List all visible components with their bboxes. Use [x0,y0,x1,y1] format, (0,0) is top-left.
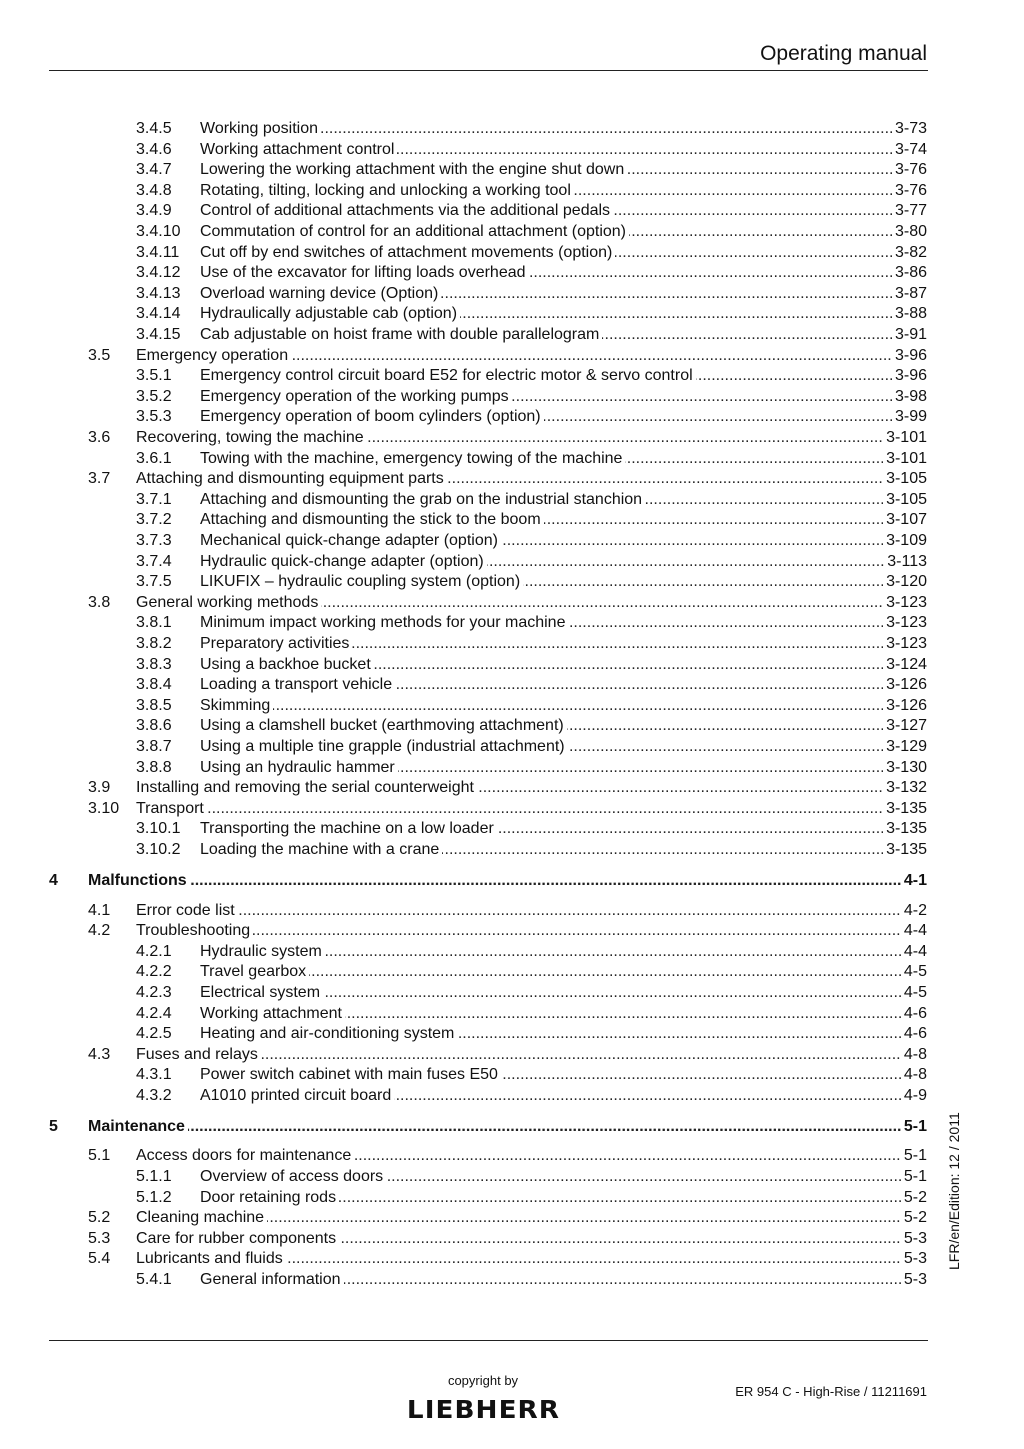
toc-entry[interactable] [0,1146,1024,1166]
toc-entry[interactable] [0,407,1024,427]
toc-entry-number: 3.5.1 [136,367,172,385]
toc-entry-title: Emergency operation of boom cylinders (option) [200,408,544,425]
toc-entry-leader [136,593,927,613]
toc-entry-leader [136,428,927,448]
toc-entry-number: 3.4.10 [136,223,181,240]
toc-entry-leader [136,1146,927,1166]
toc-entry-number: 5.1.1 [136,1168,172,1185]
toc-entry[interactable] [0,1024,1024,1044]
toc-entry-page: 5-3 [901,1270,927,1290]
toc-entry[interactable] [0,222,1024,242]
copyright-label: copyright by [447,1373,519,1388]
toc-entry-title: General information [200,1271,344,1288]
toc-entry-number: 5.3 [88,1229,111,1247]
toc-entry-page: 4-6 [901,1004,927,1024]
toc-entry-page: 3-101 [883,449,927,469]
toc-entry-title: Cut off by end switches of attachment movements (option) [200,244,615,261]
toc-entry-page: 3-120 [883,572,927,592]
toc-entry-leader [200,983,927,1003]
toc-entry-page: 3-105 [883,469,927,489]
toc-entry-number: 4.3 [88,1045,111,1063]
toc-entry-page: 3-98 [892,387,927,407]
toc-entry-number: 3.7.1 [136,490,172,508]
toc-entry[interactable] [0,1004,1024,1024]
toc-entry-number: 3.7.4 [136,552,172,570]
toc-entry-leader [200,819,927,839]
toc-entry-leader [200,490,927,510]
toc-entry-number: 3.10 [88,799,120,817]
toc-entry-leader [200,1024,927,1044]
toc-entry-title: Using an hydraulic hammer [200,759,398,776]
toc-entry[interactable] [0,840,1024,860]
toc-entry-page: 4-2 [901,901,927,921]
toc-entry-title: Emergency operation of the working pumps [200,388,512,405]
toc-chapter[interactable] [0,871,1024,891]
toc-entry-title: A1010 printed circuit board [200,1087,394,1104]
toc-entry-number: 3.10.1 [136,820,181,838]
toc-entry-title: Power switch cabinet with main fuses E50 [200,1066,501,1083]
toc-entry-title: Cleaning machine [136,1209,267,1226]
toc-entry[interactable] [0,243,1024,263]
toc-entry[interactable] [0,552,1024,572]
toc-entry-number: 4.2.1 [136,942,172,960]
toc-entry-title: Malfunctions [88,872,190,889]
toc-entry-title: Emergency operation [136,347,291,364]
toc-entry-title: Loading a transport vehicle [200,676,395,693]
toc-entry-page: 3-130 [883,758,927,778]
toc-entry-number: 3.8.7 [136,738,172,755]
toc-entry-title: Control of additional attachments via the additional pedals [200,202,613,219]
toc-entry-page: 3-123 [883,593,927,613]
toc-entry[interactable] [0,346,1024,366]
page-header-title: Operating manual [760,42,927,65]
toc-entry[interactable] [0,428,1024,448]
toc-entry-leader [200,449,927,469]
toc-entry-number: 3.10.2 [136,841,181,858]
toc-entry[interactable] [0,181,1024,201]
toc-entry-leader [200,1270,927,1290]
toc-entry-leader [88,871,927,891]
toc-entry-page: 3-123 [883,634,927,654]
toc-entry-page: 5-2 [901,1188,927,1208]
toc-entry-leader [200,675,927,695]
toc-entry-number: 3.9 [88,779,111,797]
toc-entry-page: 3-109 [883,531,927,551]
toc-entry-title: Skimming [200,697,273,714]
toc-entry-number: 3.8.5 [136,696,172,714]
toc-entry-number: 3.8.6 [136,717,172,735]
toc-entry-number: 3.6 [88,429,111,446]
toc-entry-number: 4.3.1 [136,1066,172,1084]
toc-entry[interactable] [0,119,1024,139]
toc-entry-title: Hydraulic quick-change adapter (option) [200,553,487,570]
toc-entry-page: 3-127 [883,716,927,736]
toc-entry-number: 4.2.3 [136,983,172,1001]
toc-entry[interactable] [0,531,1024,551]
toc-entry-number: 3.4.12 [136,264,181,282]
toc-entry[interactable] [0,325,1024,345]
toc-entry-page: 4-9 [901,1086,927,1106]
toc-entry[interactable] [0,819,1024,839]
toc-entry[interactable] [0,758,1024,778]
toc-entry-leader [200,119,927,139]
toc-entry-title: Installing and removing the serial counterweight [136,779,477,796]
toc-entry-leader [136,799,927,819]
toc-entry-page: 3-77 [892,201,927,221]
toc-entry-title: Door retaining rods [200,1189,339,1206]
toc-entry-title: Minimum impact working methods for your machine [200,614,568,631]
toc-entry-title: Loading the machine with a crane [200,841,442,858]
toc-entry-page: 3-135 [883,840,927,860]
toc-entry-page: 4-6 [901,1024,927,1044]
toc-entry-leader [200,160,927,180]
toc-entry-leader [200,1065,927,1085]
toc-entry-title: Preparatory activities [200,635,352,652]
toc-entry-number: 3.5.2 [136,387,172,405]
toc-entry-leader [136,921,927,941]
toc-entry-number: 3.8 [88,593,111,611]
toc-entry[interactable] [0,387,1024,407]
toc-entry[interactable] [0,1208,1024,1228]
toc-entry-page: 3-124 [883,655,927,675]
toc-entry-page: 3-96 [892,366,927,386]
toc-entry-title: Towing with the machine, emergency towing of the machine [200,450,625,467]
toc-entry[interactable] [0,634,1024,654]
toc-entry-title: Attaching and dismounting the grab on the industrial stanchion [200,491,645,508]
toc-entry-leader [200,366,927,386]
toc-entry-title: Overview of access doors [200,1168,386,1185]
toc-entry-number: 3.4.6 [136,140,172,158]
toc-entry[interactable] [0,901,1024,921]
toc-entry-title: Transporting the machine on a low loader [200,820,497,837]
toc-entry[interactable] [0,284,1024,304]
toc-entry-leader [200,201,927,221]
toc-entry-page: 5-1 [901,1167,927,1187]
toc-entry[interactable] [0,613,1024,633]
toc-entry[interactable] [0,716,1024,736]
toc-entry-page: 4-5 [901,962,927,982]
toc-entry-page: 3-73 [892,119,927,139]
toc-entry[interactable] [0,1065,1024,1085]
toc-entry[interactable] [0,263,1024,283]
toc-entry-leader [200,655,927,675]
toc-entry-leader [200,531,927,551]
toc-entry[interactable] [0,140,1024,160]
toc-entry[interactable] [0,1229,1024,1249]
liebherr-logo: LIEBHERR [406,1395,561,1424]
toc-entry-leader [136,1249,927,1269]
toc-entry-leader [200,758,927,778]
toc-entry-number: 3.7.3 [136,532,172,549]
toc-entry-title: Attaching and dismounting equipment parts [136,470,447,487]
toc-entry-leader [200,716,927,736]
toc-entry[interactable] [0,1045,1024,1065]
toc-entry-title: Recovering, towing the machine [136,429,367,446]
toc-entry-leader [136,469,927,489]
toc-entry-title: Heating and air-conditioning system [200,1025,457,1042]
toc-entry-title: Electrical system [200,984,323,1001]
toc-entry-leader [136,1208,927,1228]
toc-entry[interactable] [0,696,1024,716]
toc-entry-leader [200,962,927,982]
toc-entry-page: 5-1 [901,1146,927,1166]
toc-entry-title: Working attachment control [200,141,397,158]
toc-entry-page: 4-8 [901,1065,927,1085]
toc-entry-number: 3.8.2 [136,635,172,652]
toc-entry[interactable] [0,593,1024,613]
toc-entry-page: 4-1 [901,871,927,891]
toc-entry-page: 3-107 [883,510,927,530]
toc-entry-title: LIKUFIX – hydraulic coupling system (option) [200,573,523,590]
toc-entry-title: Access doors for maintenance [136,1147,354,1164]
toc-entry[interactable] [0,201,1024,221]
toc-entry-page: 3-126 [883,696,927,716]
toc-entry-number: 5 [49,1117,58,1135]
toc-entry-page: 3-82 [892,243,927,263]
toc-entry-number: 4.2 [88,922,111,940]
toc-entry-title: Use of the excavator for lifting loads overhead [200,264,529,281]
toc-entry-number: 4 [49,872,58,889]
toc-chapter[interactable] [0,1117,1024,1137]
toc-entry-number: 4.2.2 [136,963,172,981]
toc-entry-title: Travel gearbox [200,963,309,980]
toc-entry-page: 3-132 [883,778,927,798]
toc-entry-page: 3-129 [883,737,927,757]
toc-entry-title: Using a clamshell bucket (earthmoving attachment) [200,717,567,734]
toc-entry-page: 4-8 [901,1045,927,1065]
toc-entry-page: 3-91 [892,325,927,345]
toc-entry-title: Emergency control circuit board E52 for electric motor & servo control [200,367,696,384]
toc-entry-title: Using a multiple tine grapple (industrial attachment) [200,738,568,755]
toc-entry-number: 4.2.4 [136,1004,172,1022]
toc-entry-number: 3.4.13 [136,284,181,302]
toc-entry-page: 3-101 [883,428,927,448]
toc-entry-page: 5-3 [901,1249,927,1269]
toc-entry-number: 3.4.8 [136,181,172,199]
toc-entry-number: 3.4.9 [136,202,172,220]
toc-entry[interactable] [0,921,1024,941]
toc-entry-leader [200,696,927,716]
toc-entry-title: Working attachment [200,1005,345,1022]
toc-entry-title: Overload warning device (Option) [200,285,441,302]
toc-entry-leader [200,840,927,860]
toc-entry-title: Lowering the working attachment with the engine shut down [200,161,627,178]
toc-entry[interactable] [0,778,1024,798]
toc-entry[interactable] [0,1086,1024,1106]
toc-entry-leader [200,407,927,427]
toc-entry-number: 5.4 [88,1250,111,1268]
toc-entry-page: 3-99 [892,407,927,427]
toc-entry[interactable] [0,510,1024,530]
toc-entry-leader [200,613,927,633]
toc-entry-title: Attaching and dismounting the stick to the boom [200,511,544,528]
toc-entry-number: 3.4.11 [136,243,180,261]
toc-entry-leader [200,387,927,407]
toc-entry-page: 3-105 [883,490,927,510]
toc-entry-title: Hydraulic system [200,943,325,960]
toc-entry-number: 4.1 [88,901,111,919]
toc-entry-leader [200,243,927,263]
toc-entry-title: Using a backhoe bucket [200,656,374,673]
toc-entry-page: 3-76 [892,160,927,180]
toc-entry-number: 3.8.4 [136,676,172,694]
toc-entry-number: 3.4.7 [136,161,172,179]
toc-entry-page: 3-135 [883,799,927,819]
toc-entry[interactable] [0,469,1024,489]
toc-entry-page: 3-113 [884,552,927,572]
toc-entry-number: 3.8.1 [136,614,172,632]
toc-entry[interactable] [0,572,1024,592]
toc-entry-page: 5-2 [901,1208,927,1228]
toc-entry-leader [200,284,927,304]
toc-entry[interactable] [0,675,1024,695]
toc-entry-leader [136,778,927,798]
toc-entry-title: Commutation of control for an additional attachment (option) [200,223,629,240]
toc-entry-leader [200,325,927,345]
toc-entry-title: Rotating, tilting, locking and unlocking a working tool [200,182,574,199]
toc-entry-leader [200,1167,927,1187]
toc-entry-leader [200,1188,927,1208]
toc-entry-page: 5-3 [901,1229,927,1249]
toc-entry-page: 3-135 [883,819,927,839]
toc-entry[interactable] [0,737,1024,757]
toc-entry-number: 3.5 [88,346,111,364]
toc-entry-leader [136,1229,927,1249]
toc-entry[interactable] [0,1270,1024,1290]
toc-entry-page: 4-4 [901,921,927,941]
toc-entry-title: Transport [136,800,207,817]
toc-entry-title: Lubricants and fluids [136,1250,286,1267]
toc-entry[interactable] [0,1167,1024,1187]
toc-entry-title: Fuses and relays [136,1046,261,1063]
toc-entry-number: 3.4.5 [136,120,172,137]
toc-entry-number: 3.6.1 [136,449,172,467]
toc-entry-page: 3-88 [892,304,927,324]
toc-entry-leader [200,1004,927,1024]
toc-entry-title: Working position [200,120,321,137]
toc-entry-page: 3-74 [892,140,927,160]
toc-entry[interactable] [0,983,1024,1003]
toc-entry-leader [200,737,927,757]
toc-entry[interactable] [0,1249,1024,1269]
toc-entry-leader [200,942,927,962]
toc-entry-title: Care for rubber components [136,1230,339,1247]
toc-entry-title: Cab adjustable on hoist frame with double parallelogram [200,326,602,343]
toc-entry-number: 3.4.15 [136,326,181,343]
toc-entry-number: 3.7.5 [136,573,172,591]
toc-entry-leader [200,304,927,324]
toc-entry[interactable] [0,655,1024,675]
toc-entry[interactable] [0,799,1024,819]
toc-entry[interactable] [0,366,1024,386]
toc-entry-title: Mechanical quick-change adapter (option) [200,532,501,549]
toc-entry-leader [200,510,927,530]
toc-entry-title: Hydraulically adjustable cab (option) [200,305,460,322]
toc-entry[interactable] [0,942,1024,962]
toc-entry-title: Troubleshooting [136,922,253,939]
toc-entry-leader [200,181,927,201]
toc-entry-page: 4-5 [901,983,927,1003]
toc-entry-page: 3-96 [892,346,927,366]
toc-entry-leader [200,263,927,283]
toc-entry-page: 3-126 [883,675,927,695]
toc-entry-leader [136,1045,927,1065]
toc-entry-leader [88,1117,927,1137]
toc-entry-page: 3-80 [892,222,927,242]
toc-entry-page: 5-1 [901,1117,927,1137]
toc-entry-number: 4.2.5 [136,1025,172,1043]
toc-entry-leader [200,572,927,592]
toc-entry-page: 3-87 [892,284,927,304]
toc-entry-page: 4-4 [901,942,927,962]
toc-entry[interactable] [0,160,1024,180]
toc-entry-leader [136,346,927,366]
toc-entry[interactable] [0,490,1024,510]
toc-entry-number: 5.1.2 [136,1188,172,1206]
toc-entry[interactable] [0,962,1024,982]
toc-entry[interactable] [0,304,1024,324]
toc-entry-leader [200,634,927,654]
toc-entry-number: 3.7.2 [136,511,172,529]
toc-entry-leader [136,901,927,921]
edition-label: LFR/en/Edition: 12 / 2011 [946,1112,962,1270]
toc-entry-number: 3.4.14 [136,305,181,323]
toc-entry[interactable] [0,1188,1024,1208]
toc-entry-number: 4.3.2 [136,1086,172,1104]
toc-entry-number: 5.2 [88,1209,111,1227]
toc-entry-page: 3-86 [892,263,927,283]
toc-entry-leader [200,552,927,572]
toc-entry-title: General working methods [136,594,321,611]
toc-entry-page: 3-76 [892,181,927,201]
footer-rule [49,1340,928,1341]
toc-entry-page: 3-123 [883,613,927,633]
toc-entry-number: 3.5.3 [136,408,172,426]
toc-entry-number: 5.1 [88,1147,111,1165]
toc-entry-title: Error code list [136,902,238,919]
toc-entry-number: 3.8.3 [136,655,172,673]
toc-entry-leader [200,140,927,160]
toc-entry-number: 5.4.1 [136,1271,172,1288]
toc-entry-title: Maintenance [88,1118,188,1135]
toc-entry-leader [200,222,927,242]
toc-entry-leader [200,1086,927,1106]
toc-entry[interactable] [0,449,1024,469]
toc-entry-number: 3.8.8 [136,758,172,776]
document-id: ER 954 C - High-Rise / 11211691 [735,1384,927,1399]
toc-entry-number: 3.7 [88,470,111,488]
